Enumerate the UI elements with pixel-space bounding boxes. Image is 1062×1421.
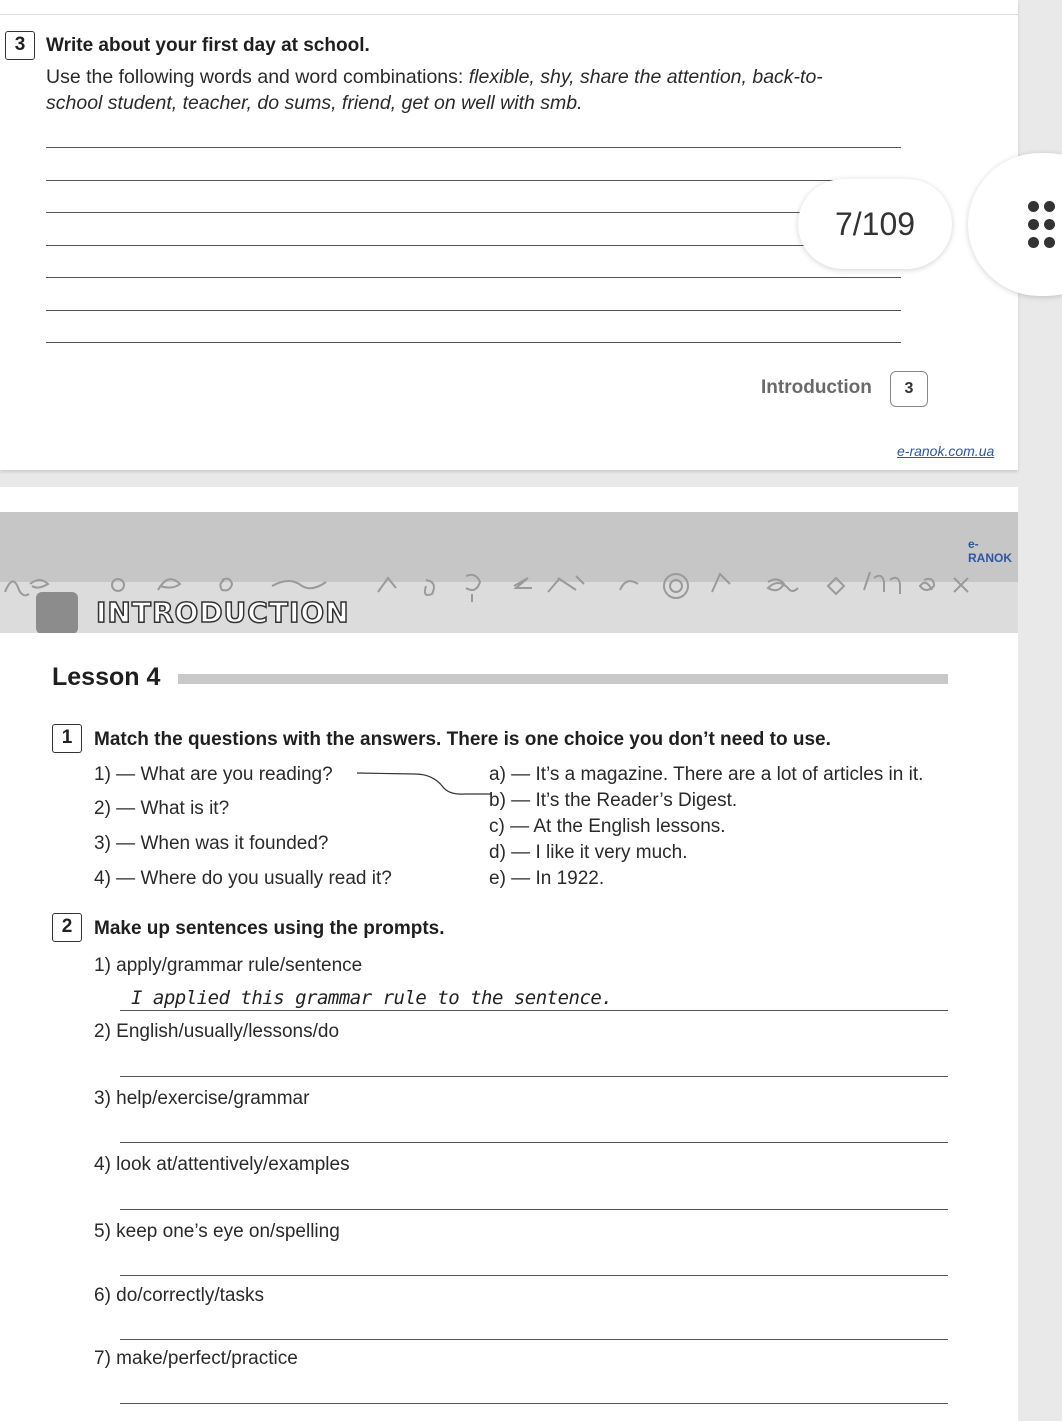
prompt-4: 4) look at/attentively/examples <box>94 1154 350 1175</box>
lesson-title-bar <box>178 674 948 684</box>
answer-line-1 <box>120 1010 948 1011</box>
answer-line-6 <box>120 1339 948 1340</box>
task2-number: 2 <box>52 913 82 942</box>
answer-line-7 <box>120 1403 948 1404</box>
task3-number: 3 <box>5 31 35 60</box>
publisher-logo: e-RANOK <box>968 537 1012 565</box>
page-indicator[interactable]: 7/109 <box>798 179 952 269</box>
answer-line-5 <box>120 1275 948 1276</box>
section-label: Introduction <box>761 377 872 398</box>
prompt-1: 1) apply/grammar rule/sentence <box>94 955 363 976</box>
answer-a: a) — It’s a magazine. There are a lot of articles in it. <box>489 764 924 785</box>
answer-d: d) — I like it very much. <box>489 842 688 863</box>
answer-b: b) — It’s the Reader’s Digest. <box>489 790 738 811</box>
publisher-link[interactable]: e-ranok.com.ua <box>897 443 995 459</box>
task3-instruction-words-1: flexible, shy, share the attention, back-to- <box>468 66 823 88</box>
writing-line <box>46 245 901 246</box>
answer-e: e) — In 1922. <box>489 868 605 889</box>
page-top-edge <box>0 14 1018 15</box>
prompt-5: 5) keep one’s eye on/spelling <box>94 1221 340 1242</box>
writing-line <box>46 310 901 311</box>
task3-instruction <box>46 64 926 116</box>
task3-instruction-lead: Use the following words and word combinations: <box>46 66 469 88</box>
banner-square <box>36 592 78 633</box>
prompt-6: 6) do/correctly/tasks <box>94 1285 264 1306</box>
answer-c: c) — At the English lessons. <box>489 816 726 837</box>
task3-instruction-words-2: school student, teacher, do sums, friend, get on well with smb. <box>46 92 583 114</box>
task1-title: Match the questions with the answers. There is one choice you don’t need to use. <box>94 729 831 750</box>
task3-title: Write about your first day at school. <box>46 35 370 56</box>
prompt-3: 3) help/exercise/grammar <box>94 1088 310 1109</box>
banner-title: INTRODUCTION <box>96 596 350 629</box>
match-connector-line <box>355 767 495 803</box>
task2-title: Make up sentences using the prompts. <box>94 918 445 939</box>
writing-line <box>46 212 901 213</box>
task1-number: 1 <box>52 724 82 753</box>
page-number: 3 <box>890 371 928 407</box>
writing-line <box>46 342 901 343</box>
writing-line <box>46 147 901 148</box>
lesson-title: Lesson 4 <box>52 663 161 691</box>
prompt-7: 7) make/perfect/practice <box>94 1348 298 1369</box>
answer-line-4 <box>120 1209 948 1210</box>
prompt-2: 2) English/usually/lessons/do <box>94 1021 340 1042</box>
question-4: 4) — Where do you usually read it? <box>94 868 392 889</box>
writing-line <box>46 180 901 181</box>
lesson-banner <box>0 512 1018 633</box>
answer-line-2 <box>120 1076 948 1077</box>
question-1: 1) — What are you reading? <box>94 764 333 785</box>
writing-line <box>46 277 901 278</box>
page-bottom <box>0 487 1018 1421</box>
question-2: 2) — What is it? <box>94 798 230 819</box>
example-answer: I applied this grammar rule to the sentence. <box>131 987 613 1009</box>
question-3: 3) — When was it founded? <box>94 833 329 854</box>
answer-line-3 <box>120 1142 948 1143</box>
